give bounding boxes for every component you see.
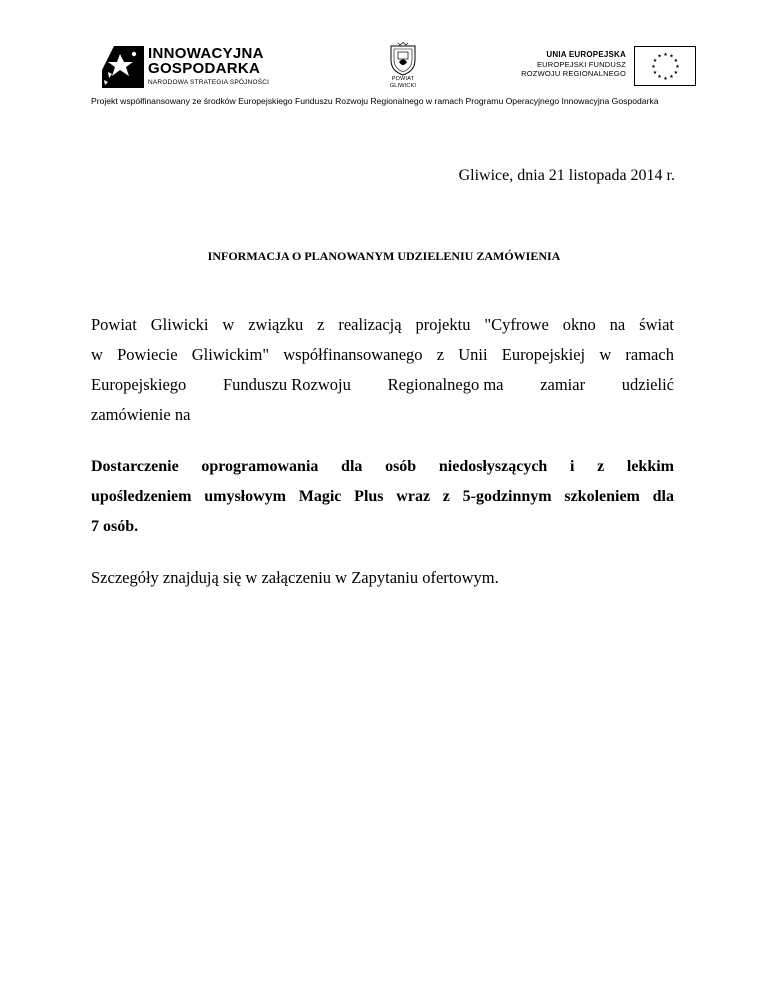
details-note: Szczegóły znajdują się w załączeniu w Zapytaniu ofertowym. <box>91 568 499 587</box>
intro-word: Funduszu Rozwoju <box>223 375 351 394</box>
intro-word: udzielić <box>621 375 674 394</box>
order-subject-line-1: Dostarczenie oprogramowania dla osób niedosłyszących i z lekkim <box>91 458 674 475</box>
intro-word: realizacją <box>338 315 402 334</box>
intro-word: na <box>609 315 626 334</box>
cofinancing-note: Projekt współfinansowany ze środków Europejskiego Funduszu Rozwoju Regionalnego w ramach Programu Operacyjnego Innowacyjna Gospodarka <box>91 96 659 106</box>
eu-star-icon: ★ <box>657 74 662 81</box>
intro-word: z <box>317 315 325 334</box>
intro-word: świat <box>639 315 674 334</box>
eu-star-icon: ★ <box>657 53 662 60</box>
intro-word: w <box>222 315 235 334</box>
order-subject-line-3: 7 osób. <box>91 518 139 535</box>
innowacyjna-gospodarka-logo-mark <box>100 44 144 90</box>
eu-logo-text <box>521 50 626 78</box>
powiat-gliwicki-label: POWIAT GLIWICKI <box>389 76 417 89</box>
intro-word: Regionalnego ma <box>387 375 504 394</box>
intro-line-2 <box>91 340 674 370</box>
eu-logo-line3: ROZWOJU REGIONALNEGO <box>521 69 626 78</box>
eu-star-icon: ★ <box>669 53 674 60</box>
intro-word: Europejskiej <box>501 345 586 364</box>
intro-word: "Cyfrowe <box>484 315 549 334</box>
intro-word: związku <box>248 315 304 334</box>
eu-star-icon: ★ <box>675 63 680 70</box>
eu-star-icon: ★ <box>652 69 658 76</box>
intro-word: Gliwicki <box>150 315 209 334</box>
powiat-gliwicki-coat-of-arms-icon <box>388 42 418 76</box>
ig-logo-line3: NARODOWA STRATEGIA SPÓJNOŚCI <box>148 79 270 86</box>
eu-star-icon: ★ <box>652 57 658 64</box>
intro-word: w <box>599 345 612 364</box>
ig-logo-line1: INNOWACYJNA <box>148 45 264 62</box>
intro-line-4: zamówienie na <box>91 405 191 424</box>
intro-line-3 <box>91 370 674 400</box>
intro-word: Europejskiego <box>91 375 187 394</box>
eu-star-icon: ★ <box>673 57 679 64</box>
eu-logo-line2: EUROPEJSKI FUNDUSZ <box>536 60 626 69</box>
ig-logo-line2: GOSPODARKA <box>148 60 261 77</box>
document-title: INFORMACJA O PLANOWANYM UDZIELENIU ZAMÓWIENIA <box>207 249 561 263</box>
intro-word: ramach <box>625 345 674 364</box>
eu-logo <box>510 46 696 88</box>
eu-star-icon: ★ <box>673 69 679 76</box>
intro-paragraph <box>91 310 674 430</box>
intro-word: z <box>436 345 445 364</box>
intro-word: Powiecie <box>117 345 178 364</box>
eu-star-icon: ★ <box>663 75 668 82</box>
powiat-gliwicki-logo <box>378 42 428 100</box>
intro-word: współfinansowanego <box>283 345 423 364</box>
eu-star-icon: ★ <box>669 74 674 81</box>
order-subject-line-2: upośledzeniem umysłowym Magic Plus wraz z 5-godzinnym szkoleniem dla <box>91 488 674 505</box>
document-date: Gliwice, dnia 21 listopada 2014 r. <box>458 167 675 184</box>
eu-flag-icon <box>634 46 696 86</box>
innowacyjna-gospodarka-text <box>148 46 269 87</box>
innowacyjna-gospodarka-logo <box>100 44 300 92</box>
intro-word: w <box>91 345 103 364</box>
intro-word: projektu <box>415 315 471 334</box>
eu-star-icon: ★ <box>663 51 668 58</box>
intro-word: zamiar <box>540 375 586 394</box>
eu-star-icon: ★ <box>651 63 656 70</box>
order-subject <box>91 452 674 542</box>
intro-word: Gliwickim" <box>191 345 270 364</box>
intro-word: okno <box>562 315 596 334</box>
page-header <box>0 0 768 110</box>
eu-logo-line1: UNIA EUROPEJSKA <box>546 50 626 59</box>
intro-line-1 <box>91 310 674 340</box>
intro-word: Unii <box>458 345 488 364</box>
intro-word: Powiat <box>91 315 137 334</box>
